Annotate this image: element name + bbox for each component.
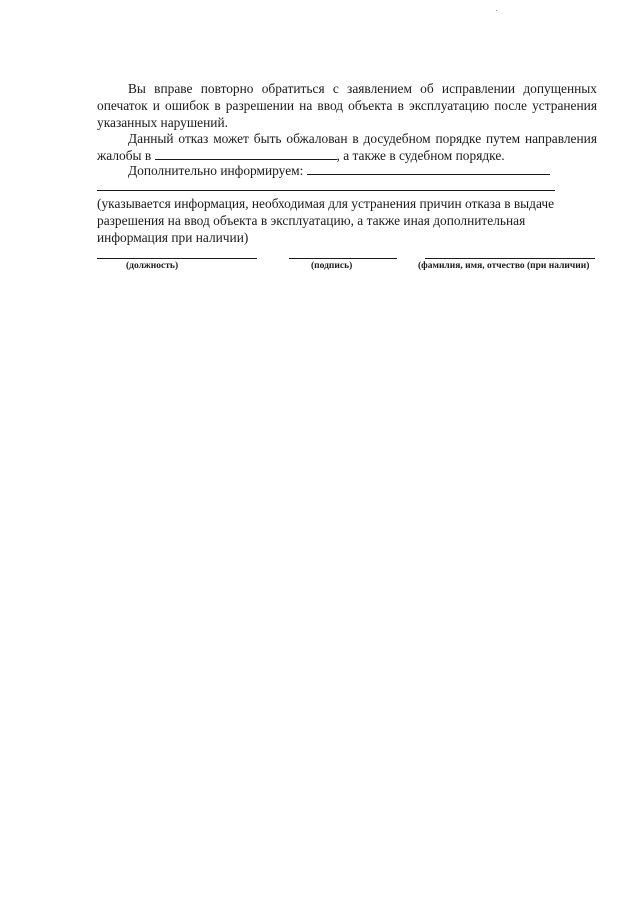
retry-text: Вы вправе повторно обратиться с заявлением об исправлении допущенных опечаток и ошибок в разрешении на ввод объекта в эксплуатацию после устранения указанных нарушений.	[97, 81, 597, 130]
appeal-text-end: , а также в судебном порядке.	[336, 148, 505, 163]
signature-caption: (подпись)	[311, 261, 353, 271]
fullname-caption: (фамилия, имя, отчество (при наличии)	[418, 261, 590, 271]
signature-field[interactable]	[289, 258, 397, 259]
additional-info-field-line2[interactable]	[97, 190, 555, 191]
appeal-text-start: Данный отказ может быть обжалован в досудебном порядке путем направления жалобы в	[97, 131, 597, 163]
scan-speck	[496, 10, 497, 11]
appeal-paragraph	[97, 130, 597, 164]
complaint-authority-field[interactable]	[155, 147, 337, 160]
additional-info-field[interactable]	[307, 162, 550, 175]
additional-info-note: (указывается информация, необходимая для устранения причин отказа в выдаче разрешения на ввод объекта в эксплуатацию, а также иная дополнительная информация при наличии)	[97, 196, 555, 245]
fullname-field[interactable]	[425, 258, 595, 259]
additional-info-paragraph	[97, 162, 597, 179]
position-field[interactable]	[97, 258, 257, 259]
position-caption: (должность)	[126, 261, 179, 271]
retry-paragraph	[97, 80, 597, 131]
additional-info-label: Дополнительно информируем:	[128, 163, 304, 178]
